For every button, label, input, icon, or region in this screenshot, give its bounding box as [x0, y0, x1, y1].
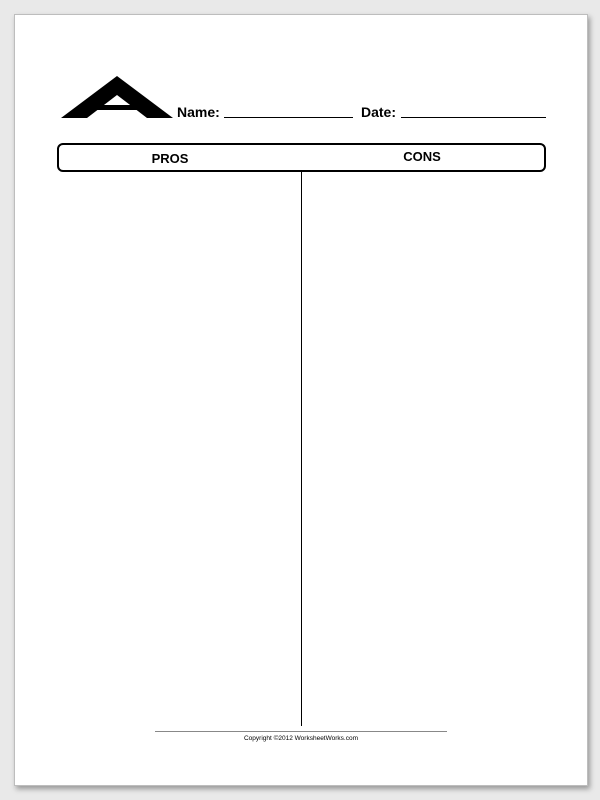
column-divider [301, 171, 302, 726]
pros-column-header: PROS [151, 151, 189, 166]
footer-divider [155, 731, 447, 732]
copyright-text: Copyright ©2012 WorksheetWorks.com [243, 735, 358, 742]
cons-column-header: CONS [403, 149, 441, 164]
date-field[interactable] [401, 117, 546, 118]
date-label: Date: [361, 104, 397, 120]
letter-a-logo-icon [61, 76, 173, 118]
name-label: Name: [177, 104, 220, 120]
worksheet-page [14, 14, 588, 786]
name-field[interactable] [224, 117, 353, 118]
